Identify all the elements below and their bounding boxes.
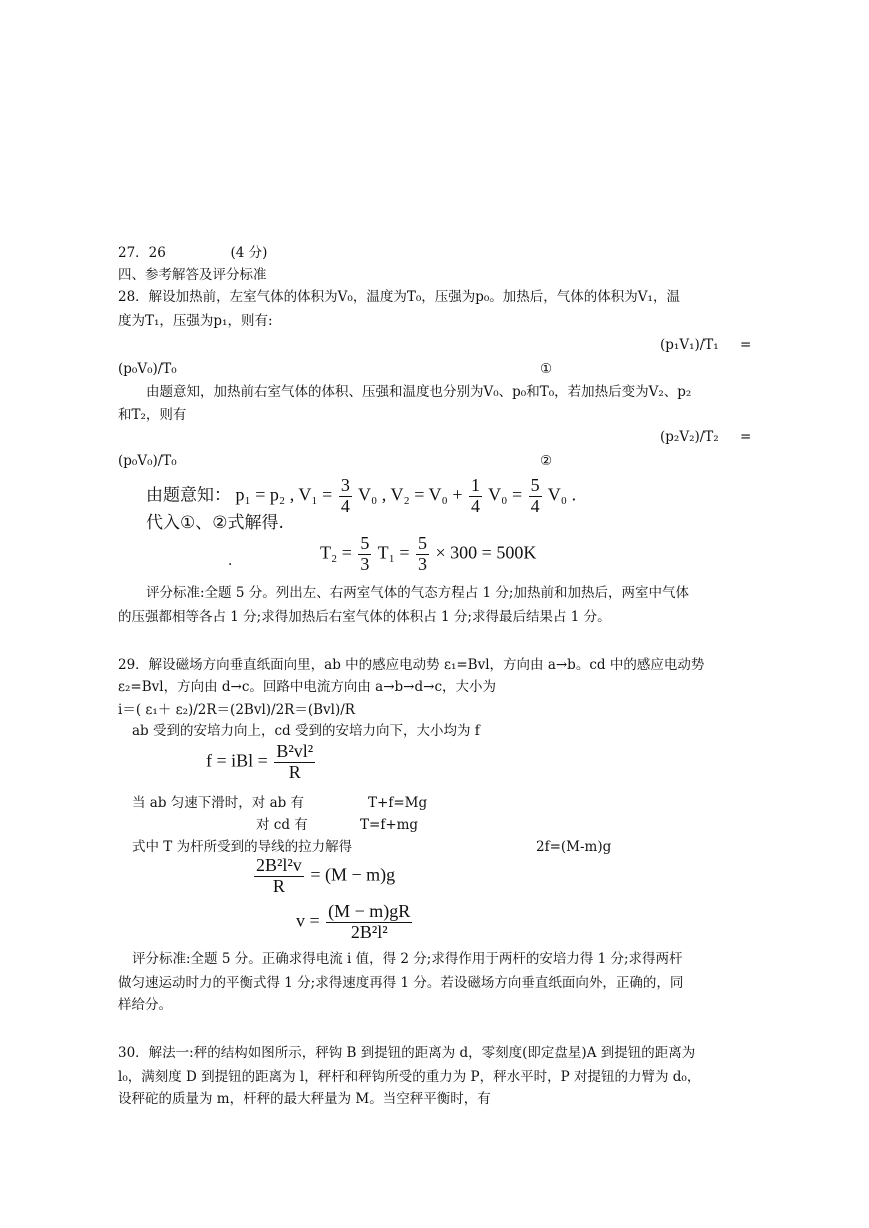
q28-score-line1: 评分标准:全题 5 分。列出左、右两室气体的气态方程占 1 分;加热前和加热后，两室中气体 <box>146 585 689 601</box>
q28-eq1-mark: ① <box>540 361 553 377</box>
q29-balance-equation <box>252 856 395 897</box>
q29-velocity-frac: $\frac{(M - m)gR}{\text{2B²l²}}$ <box>328 901 411 942</box>
q28-known-a: p₁ = p₂ , V₁ = <box>235 484 333 505</box>
q28-eq2-mark: ② <box>540 453 553 469</box>
q28-known-d: V₀ . <box>547 484 577 505</box>
q28-dot: . <box>228 553 233 569</box>
q28-t2-b: T₁ = <box>377 542 410 563</box>
q29-line5a: 当 ab 匀速下滑时，对 ab 有 <box>132 795 305 811</box>
q29-force-equation <box>206 742 317 783</box>
q28-eq1-rhs: (p₀V₀)/T₀ <box>118 361 177 377</box>
q30-line1: 30．解法一:秤的结构如图所示，秤钩 B 到提钮的距离为 d，零刻度(即定盘星)A 到提钮的距离为 <box>118 1045 696 1061</box>
q28-eq2-rhs: (p₀V₀)/T₀ <box>118 453 177 469</box>
q29-line7b: 2f=(M-m)g <box>536 839 612 855</box>
q28-intro-line2: 度为T₁，压强为p₁，则有: <box>118 313 273 329</box>
q29-score-line3: 样给分。 <box>118 997 172 1013</box>
q29-line1: 29．解设磁场方向垂直纸面向里，ab 中的感应电动势 ε₁=Bvl，方向由 a→b。cd 中的感应电动势 <box>118 657 705 673</box>
q28-eq1-equals: = <box>740 337 752 353</box>
q28-para2-line1: 由题意知，加热前右室气体的体积、压强和温度也分别为V₀、p₀和T₀，若加热后变为V₂、p₂ <box>146 384 692 400</box>
q29-score-line2: 做匀速运动时力的平衡式得 1 分;求得速度再得 1 分。若设磁场方向垂直纸面向外，正确的，同 <box>118 975 684 991</box>
q28-known-frac3: $\frac{5}{4}$ <box>530 475 540 516</box>
q29-force-lhs: f = iBl = <box>206 750 268 771</box>
section-heading: 四、参考解答及评分标准 <box>118 267 267 283</box>
q29-line7a: 式中 T 为杆所受到的导线的拉力解得 <box>132 839 353 855</box>
q29-force-frac: $\frac{\text{B²vl²}}{R}$ <box>276 741 314 782</box>
q28-eq1-lhs: (p₁V₁)/T₁ <box>660 337 719 353</box>
q28-eq2-lhs: (p₂V₂)/T₂ <box>660 429 719 445</box>
q29-balance-frac: $\frac{\text{2B²l²v}}{R}$ <box>256 855 302 896</box>
q29-line6b: T=f+mg <box>360 817 419 833</box>
q28-score-line2: 的压强都相等各占 1 分;求得加热后右室气体的体积占 1 分;求得最后结果占 1 分。 <box>118 609 611 625</box>
q28-known-b: V₀ , V₂ = V₀ + <box>358 484 463 505</box>
q28-t2-frac2: $\frac{5}{3}$ <box>418 533 428 574</box>
q28-t2-c: × 300 = 500K <box>435 542 537 563</box>
q29-line2: ε₂=Bvl，方向由 d→c。回路中电流方向由 a→b→d→c，大小为 <box>118 679 497 695</box>
q28-para2-line2: 和T₂，则有 <box>118 407 187 423</box>
q28-t2-equation <box>320 534 536 575</box>
q28-known-frac2: $\frac{1}{4}$ <box>470 475 480 516</box>
q29-velocity-lhs: v = <box>296 910 320 931</box>
q28-intro-line1: 28．解设加热前，左室气体的体积为V₀，温度为T₀，压强为p₀。加热后，气体的体积为V₁，温 <box>118 289 680 305</box>
q28-known-label: 由题意知： <box>146 485 231 506</box>
q30-line3: 设秤砣的质量为 m，杆秤的最大秤量为 M。当空秤平衡时，有 <box>118 1091 491 1107</box>
q27-number: 27．26 <box>118 245 166 261</box>
q29-line4: ab 受到的安培力向上，cd 受到的安培力向下，大小均为 f <box>132 723 480 739</box>
q29-velocity-equation <box>296 902 414 943</box>
q28-substitute: 代入①、②式解得. <box>146 513 284 533</box>
q28-known-frac1: $\frac{3}{4}$ <box>340 475 350 516</box>
q28-known-c: V₀ = <box>488 484 523 505</box>
q30-line2: l₀，满刻度 D 到提钮的距离为 l，秤杆和秤钩所受的重力为 P，秤水平时，P 对提钮的力臂为 d₀， <box>118 1069 701 1085</box>
q29-line6a: 对 cd 有 <box>256 817 308 833</box>
q27-score: (4 分) <box>230 245 268 261</box>
q28-t2-frac1: $\frac{5}{3}$ <box>360 533 370 574</box>
q28-eq2-equals: = <box>740 429 752 445</box>
q27-line <box>118 244 267 262</box>
q29-score-line1: 评分标准:全题 5 分。正确求得电流 i 值，得 2 分;求得作用于两杆的安培力得 1 分;求得两杆 <box>132 951 683 967</box>
q29-line5b: T+f=Mg <box>368 795 428 811</box>
q28-t2-a: T₂ = <box>320 542 352 563</box>
q28-known-equation <box>146 476 576 517</box>
q29-line3: i＝( ε₁＋ ε₂)/2R＝(2Bvl)/2R＝(Bvl)/R <box>118 702 355 718</box>
q29-balance-rhs: = (M − m)g <box>310 864 396 885</box>
